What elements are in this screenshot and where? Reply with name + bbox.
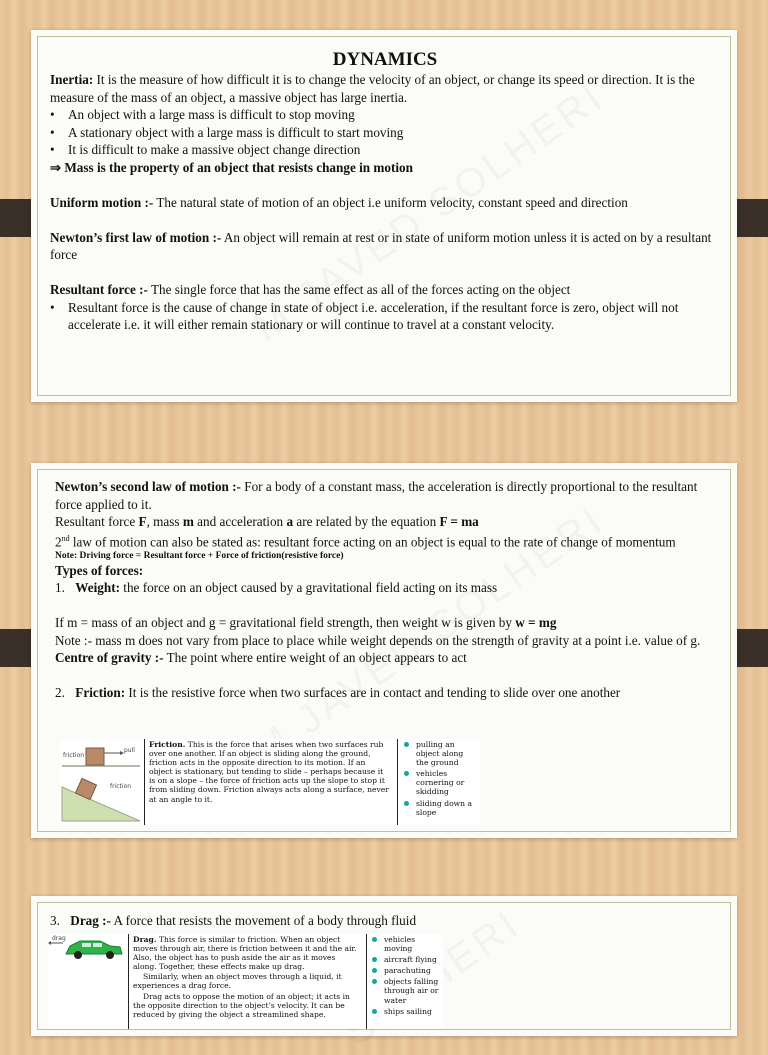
- friction-description: [149, 740, 391, 804]
- list-item: parachuting: [370, 966, 442, 975]
- centre-of-gravity-definition: [55, 649, 715, 667]
- slide-content: [55, 478, 715, 702]
- force-relation: [55, 513, 715, 531]
- slide-drag: [31, 896, 737, 1036]
- arrow-icon: ⇒: [50, 159, 62, 175]
- first-law-definition: [50, 229, 720, 264]
- list-number: 2.: [55, 685, 65, 701]
- friction-label-top: friction: [63, 752, 85, 759]
- weight-text: the force on an object caused by a gravitational field acting on its mass: [119, 580, 498, 596]
- mass-statement-text: Mass is the property of an object that resists change in motion: [64, 159, 413, 175]
- inertia-bullet: An object with a large mass is difficult to stop moving: [68, 107, 355, 122]
- weight-label: Weight:: [75, 580, 120, 596]
- friction-label: Friction:: [75, 685, 126, 701]
- slide-second-law: [31, 463, 737, 838]
- drag-definition: [50, 912, 710, 930]
- list-item: vehicles cornering or skidding: [402, 769, 478, 796]
- list-item: sliding down a slope: [402, 799, 478, 817]
- car-icon: [66, 941, 122, 954]
- inertia-bullet: A stationary object with a large mass is difficult to start moving: [68, 124, 404, 140]
- drag-description: [133, 935, 361, 1019]
- second-law-label: Newton’s second law of motion :-: [55, 479, 241, 494]
- drag-text: A force that resists the movement of a body through fluid: [110, 913, 417, 928]
- list-item: objects falling through air or water: [370, 977, 442, 1004]
- resultant-force-label: Resultant force :-: [50, 282, 148, 297]
- force-symbol: F: [138, 514, 147, 529]
- list-number: 3.: [50, 913, 60, 928]
- bullet-icon: •: [50, 124, 55, 140]
- first-law-text: An object will remain at rest or in state of uniform motion unless it is acted on by a resultant force: [50, 229, 712, 262]
- equation-w-mg: w = mg: [515, 615, 557, 631]
- centre-of-gravity-label: Centre of gravity :-: [55, 650, 164, 666]
- uniform-motion-definition: [50, 194, 720, 212]
- relation-text: are related by the equation: [293, 514, 440, 529]
- drag-paragraph: Drag acts to oppose the motion of an object; it acts in the opposite direction to the object’s velocity. It can be reduced by giving the object a streamlined shape.: [133, 991, 350, 1019]
- types-of-forces-heading: Types of forces:: [55, 562, 144, 578]
- momentum-ordinal: 2: [55, 533, 62, 549]
- slide-content: [50, 912, 710, 930]
- friction-examples: [402, 740, 478, 819]
- divider: [397, 739, 398, 825]
- list-item: pulling an object along the ground: [402, 740, 478, 767]
- mass-symbol: m: [182, 514, 194, 529]
- friction-description-body: This is the force that arises when two surfaces rub over one another. If an object is sliding along the ground, friction acts in the opposite direction to its motion. If an object is stationary, but tending to slide – perhaps because it is on a slope – the force of friction acts up the slope to stop it from sliding down. Friction always acts along a surface, never at an angle to it.: [149, 740, 389, 804]
- uniform-motion-label: Uniform motion :-: [50, 194, 154, 210]
- relation-text: , mass: [146, 514, 183, 529]
- acceleration-symbol: a: [286, 514, 294, 529]
- drag-paragraph: Similarly, when an object moves through a liquid, it experiences a drag force.: [133, 972, 342, 991]
- weight-note: Note :- mass m does not vary from place to place while weight depends on the strength of gravity at a point i.e. value of g.: [55, 632, 701, 648]
- weight-definition: [55, 579, 715, 597]
- mass-statement: [50, 159, 720, 177]
- list-item: [50, 124, 720, 142]
- drag-description-body: This force is similar to friction. When an object moves through air, there is friction between it and the air. Also, the object has to push aside the air as it moves along. Together, these effects make up drag.: [133, 935, 357, 972]
- momentum-statement: [55, 531, 715, 550]
- list-number: 1.: [55, 580, 65, 596]
- inertia-definition: [50, 71, 720, 106]
- slide-dynamics-intro: [31, 30, 737, 402]
- divider: [144, 739, 145, 825]
- list-item: aircraft flying: [370, 955, 442, 964]
- drag-figure: [48, 934, 443, 1029]
- drag-description-heading: Drag.: [133, 935, 157, 944]
- relation-text: Resultant force: [55, 514, 139, 529]
- centre-of-gravity-text: The point where entire weight of an object appears to act: [163, 650, 467, 666]
- bullet-icon: •: [50, 142, 55, 157]
- friction-definition: [55, 684, 715, 702]
- uniform-motion-text: The natural state of motion of an object i.e uniform velocity, constant speed and direction: [153, 194, 628, 210]
- friction-text: It is the resistive force when two surfaces are in contact and tending to slide over one another: [125, 685, 621, 701]
- pull-label: pull: [124, 747, 135, 754]
- resultant-force-definition: [50, 281, 720, 299]
- friction-description-heading: Friction.: [149, 740, 186, 749]
- momentum-text: law of motion can also be stated as: resultant force acting on an object is equal to the rate of change of momentum: [69, 533, 676, 549]
- drag-examples: [370, 935, 442, 1018]
- first-law-label: Newton’s first law of motion :-: [50, 229, 222, 245]
- bullet-icon: •: [50, 107, 55, 122]
- resultant-force-bullet: Resultant force is the cause of change in state of object i.e. acceleration, if the resultant force is zero, object will not accelerate i.e. it will either remain stationary or will continue to travel at a constant velocity.: [68, 299, 679, 332]
- relation-text: and acceleration: [193, 514, 287, 529]
- friction-label-slope: friction: [110, 783, 132, 790]
- weight-relation: [55, 614, 715, 632]
- weight-relation-text: If m = mass of an object and g = gravitational field strength, then weight w is given by: [55, 615, 516, 631]
- bullet-icon: •: [50, 299, 55, 315]
- drag-arrow-label: drag: [52, 935, 66, 942]
- list-item: vehicles moving: [370, 935, 442, 953]
- second-law-text: For a body of a constant mass, the acceleration is directly proportional to the resultant force applied to it.: [55, 479, 698, 512]
- slide-content: [50, 49, 720, 334]
- drag-paragraph: [133, 935, 361, 971]
- driving-force-note: Note: Driving force = Resultant force + Force of friction(resistive force): [55, 550, 344, 561]
- second-law-definition: [55, 478, 715, 513]
- resultant-force-text: The single force that has the same effect as all of the forces acting on the object: [147, 282, 571, 297]
- divider: [366, 934, 367, 1029]
- drag-label: Drag :-: [70, 913, 111, 928]
- friction-figure: [60, 739, 480, 825]
- list-item: [50, 141, 720, 159]
- inertia-label: Inertia:: [50, 72, 94, 87]
- inertia-bullet: It is difficult to make a massive object change direction: [68, 142, 361, 157]
- inertia-text: It is the measure of how difficult it is to change the velocity of an object, or change its speed or direction. It is the measure of the mass of an object, a massive object has large inertia.: [50, 72, 695, 105]
- block-shape: [86, 748, 104, 765]
- divider: [128, 934, 129, 1029]
- momentum-ordinal-suffix: nd: [61, 533, 70, 543]
- page-title: DYNAMICS: [332, 49, 438, 70]
- equation-f-ma: F = ma: [439, 514, 479, 529]
- list-item: ships sailing: [370, 1007, 442, 1016]
- list-item: [50, 106, 720, 124]
- list-item: [50, 299, 720, 334]
